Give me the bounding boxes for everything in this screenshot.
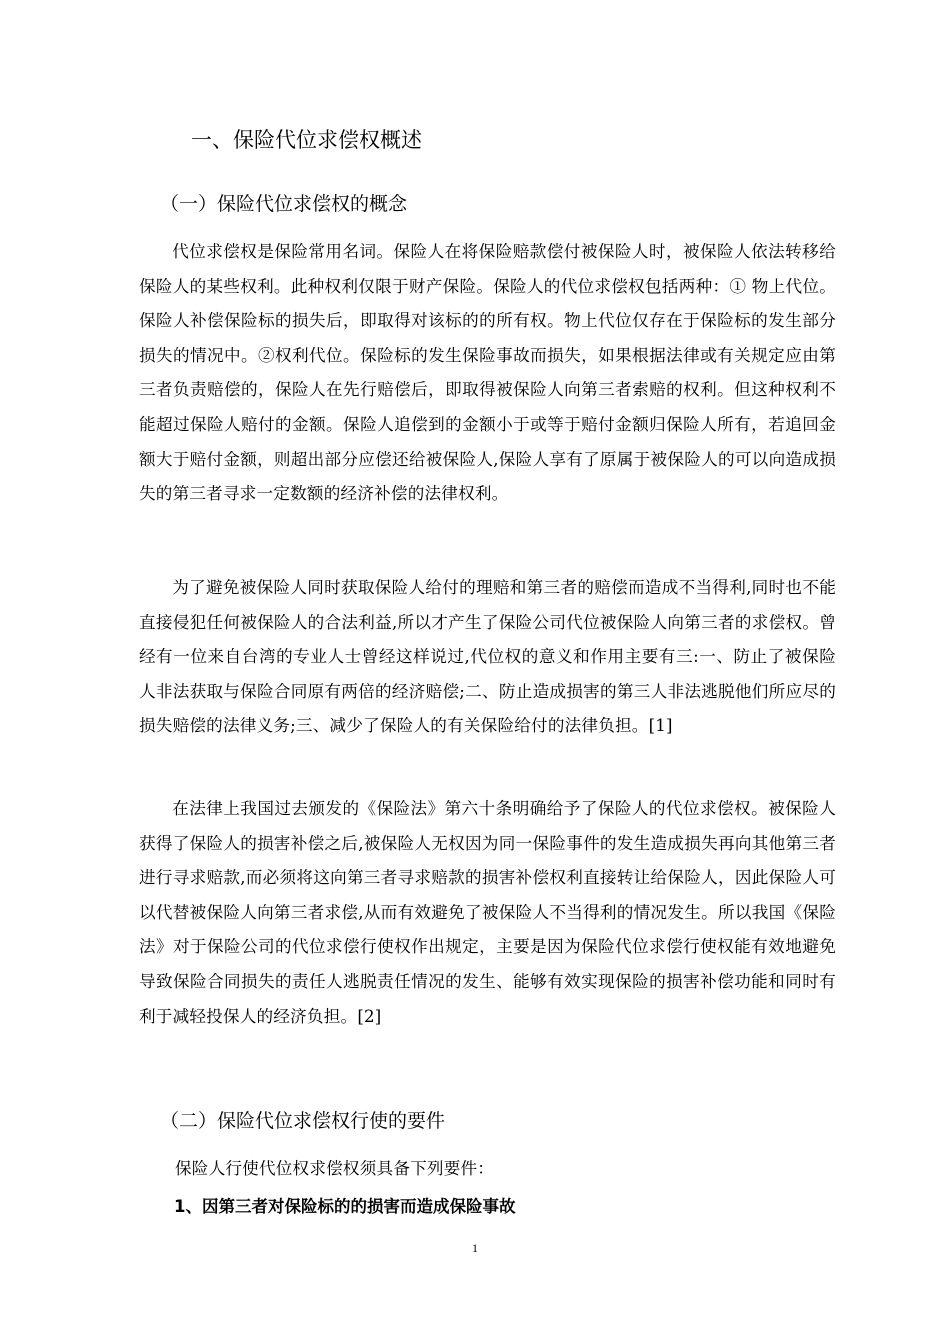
body-paragraph-2: 为了避免被保险人同时获取保险人给付的理赔和第三者的赔偿而造成不当得利,同时也不能直接侵犯任何被保险人的合法利益,所以才产生了保险公司代位被保险人向第三者的求偿权。曾经有一位来自台湾的专业人士曾经这样说过,代位权的意义和作用主要有三:一、防止了被保险人非法获取与保险合同原有两倍的经济赔偿;二、防止造成损害的第三人非法逃脱他们所应尽的损失赔偿的法律义务;三、减少了保险人的有关保险给付的法律负担。[1] bbox=[139, 578, 836, 736]
section-2-subheading: 1、因第三者对保险标的的损害而造成保险事故 bbox=[174, 1197, 516, 1216]
body-paragraph-1: 代位求偿权是保险常用名词。保险人在将保险赔款偿付被保险人时，被保险人依法转移给保险人的某些权利。此种权利仅限于财产保险。保险人的代位求偿权包括两种：① 物上代位。保险人补偿保险标的损失后，即取得对该标的的所有权。物上代位仅存在于保险标的发生部分损失的情况中。②权利代位。保险标的发生保险事故而损失，如果根据法律或有关规定应由第三者负责赔偿的，保险人在先行赔偿后，即取得被保险人向第三者索赔的权利。但这种权利不能超过保险人赔付的金额。保险人追偿到的金额小于或等于赔付金额归保险人所有，若追回金额大于赔付金额，则超出部分应偿还给被保险人,保险人享有了原属于被保险人的可以向造成损失的第三者寻求一定数额的经济补偿的法律权利。 bbox=[139, 242, 836, 504]
section-1-heading: （一）保险代位求偿权的概念 bbox=[160, 193, 408, 215]
page-number: 1 bbox=[472, 1241, 478, 1255]
section-2-heading: （二）保险代位求偿权行使的要件 bbox=[160, 1110, 446, 1132]
chapter-heading: 一、保险代位求偿权概述 bbox=[191, 128, 422, 152]
body-paragraph-3: 在法律上我国过去颁发的《保险法》第六十条明确给予了保险人的代位求偿权。被保险人获得了保险人的损害补偿之后,被保险人无权因为同一保险事件的发生造成损失再向其他第三者进行寻求赔款,而必须将这向第三者寻求赔款的损害补偿权利直接转让给保险人，因此保险人可以代替被保险人向第三者求偿,从而有效避免了被保险人不当得利的情况发生。所以我国《保险法》对于保险公司的代位求偿行使权作出规定，主要是因为保险代位求偿行使权能有效地避免导致保险合同损失的责任人逃脱责任情况的发生、能够有效实现保险的损害补偿功能和同时有利于减轻投保人的经济负担。[2] bbox=[139, 799, 836, 1026]
section-2-intro: 保险人行使代位权求偿权须具备下列要件： bbox=[175, 1159, 495, 1178]
